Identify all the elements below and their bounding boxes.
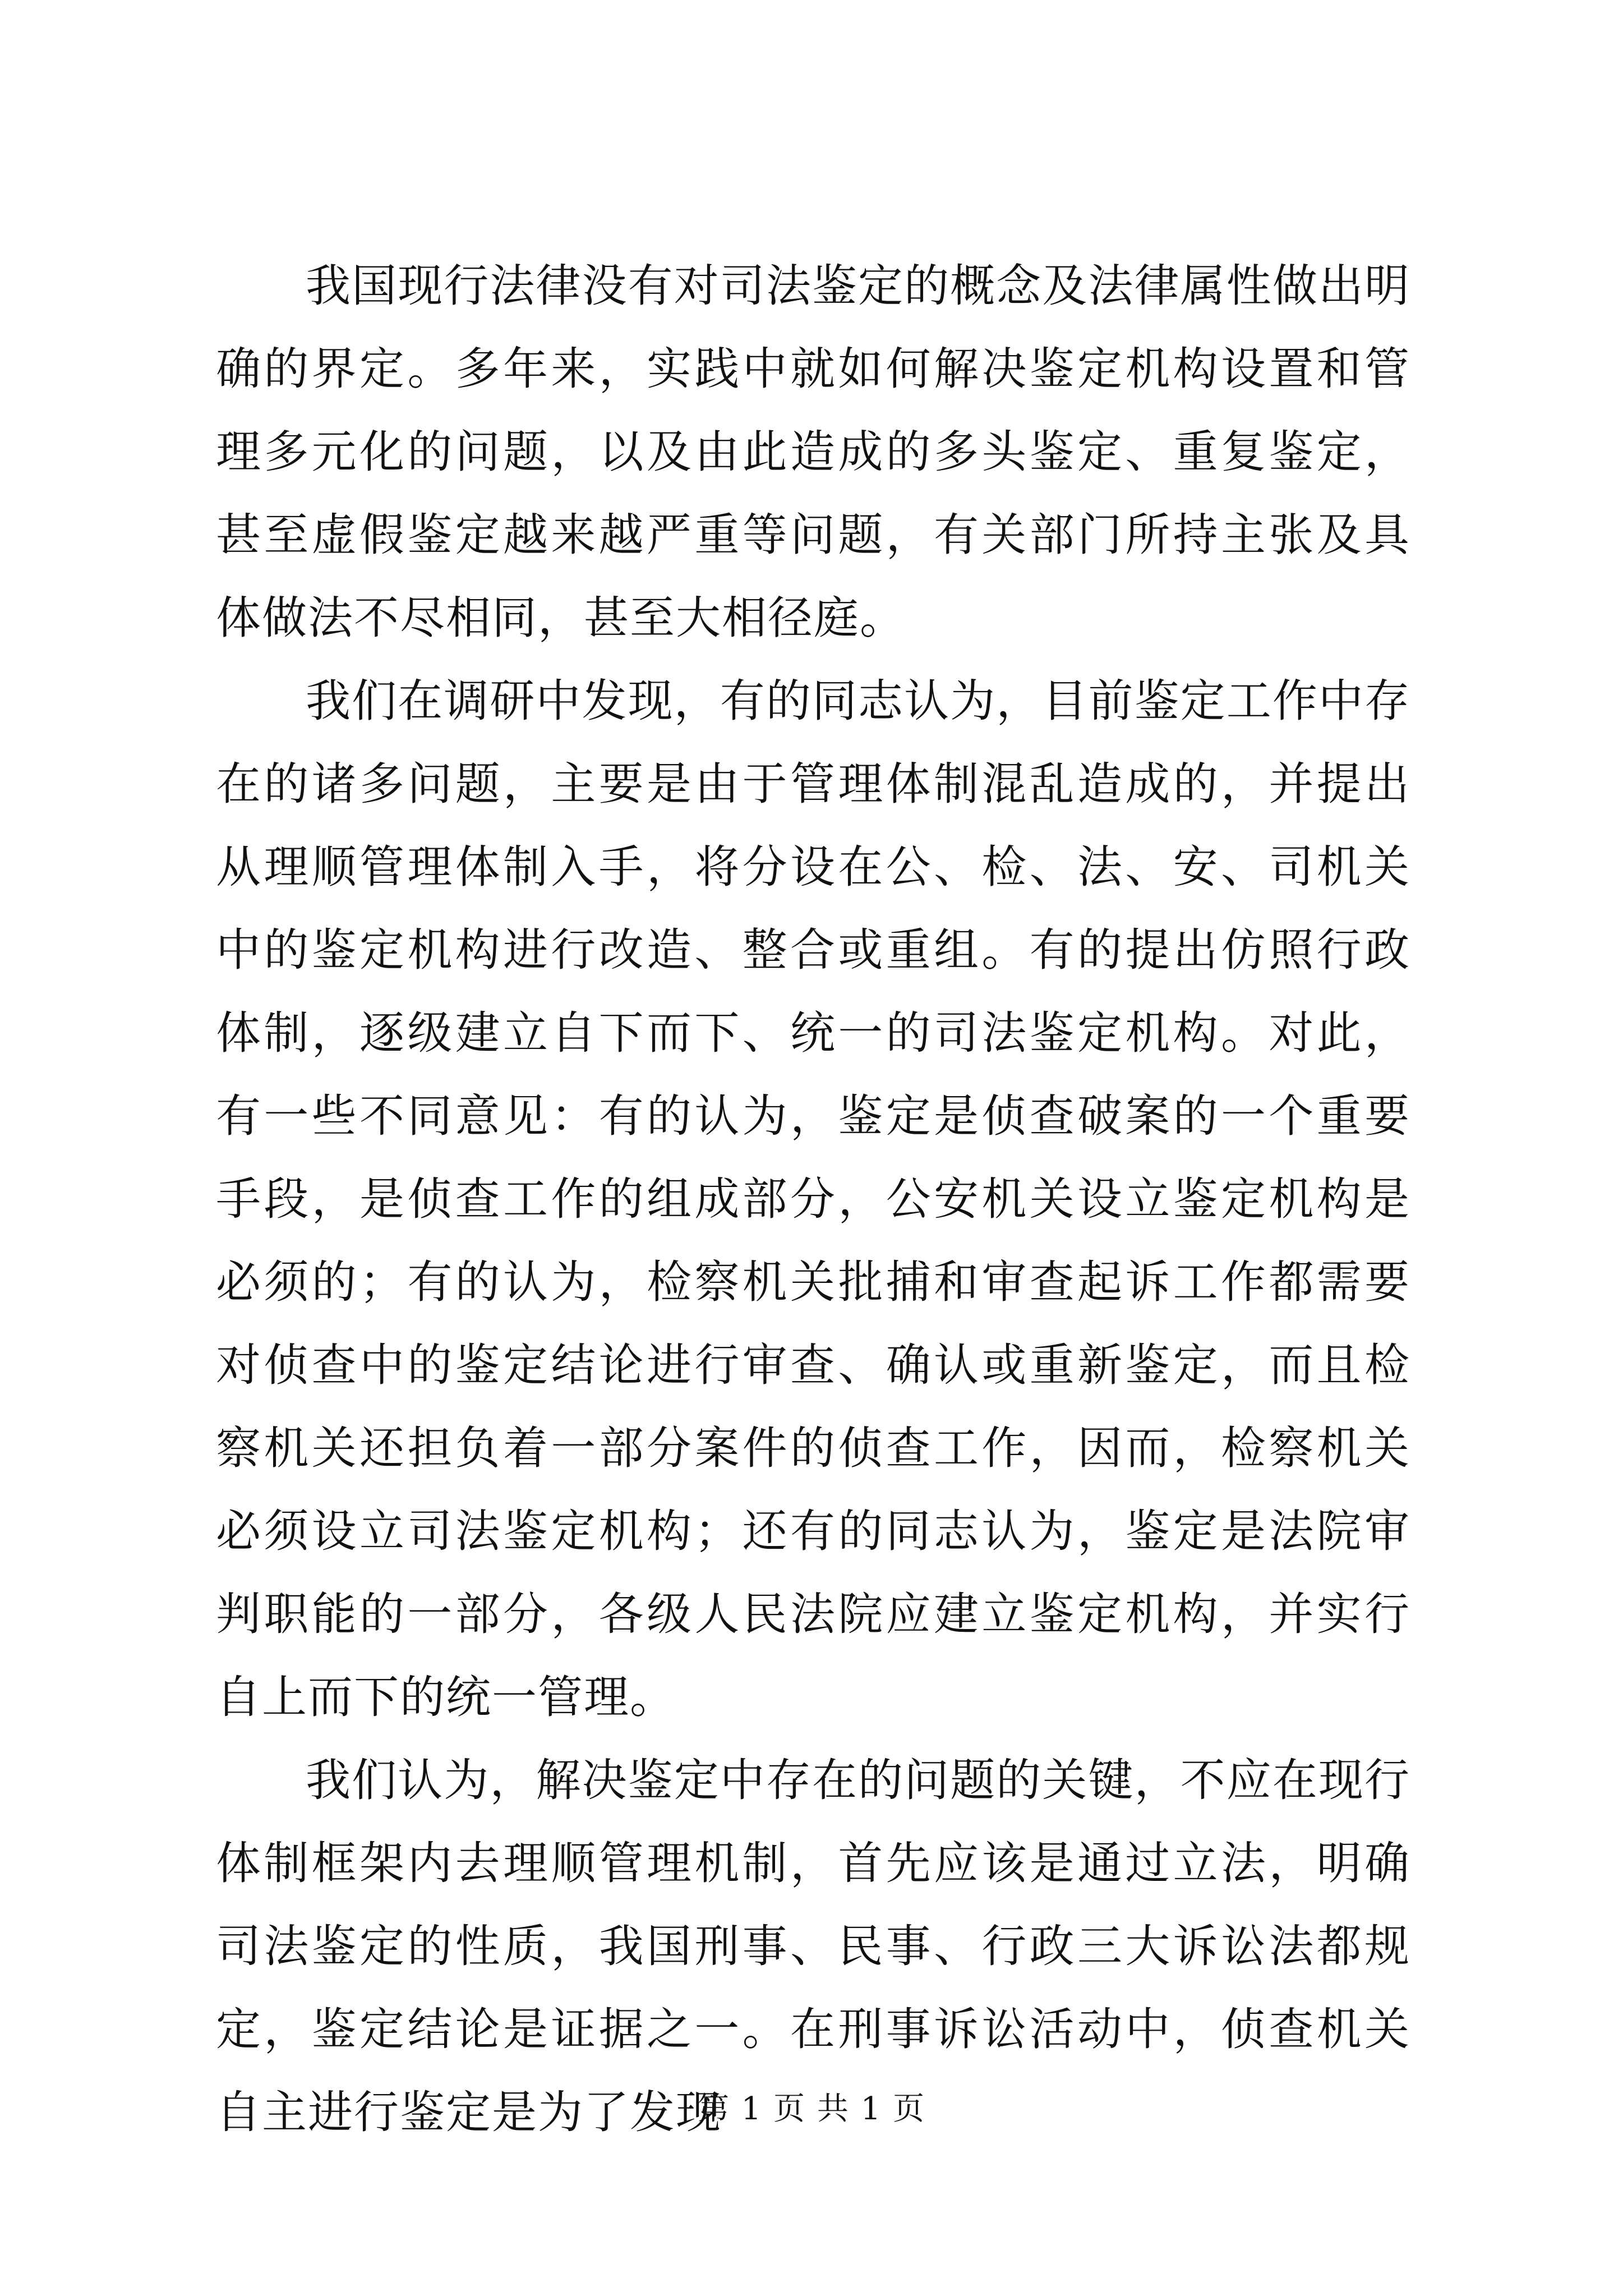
paragraph-2: 我们在调研中发现，有的同志认为，目前鉴定工作中存在的诸多问题，主要是由于管理体制混乱造成的，并提出从理顺管理体制入手，将分设在公、检、法、安、司机关中的鉴定机构进行改造、整合或重组。有的提出仿照行政体制，逐级建立自下而下、统一的司法鉴定机构。对此，有一些不同意见：有的认为，鉴定是侦查破案的一个重要手段，是侦查工作的组成部分，公安机关设立鉴定机构是必须的；有的认为，检察机关批捕和审查起诉工作都需要对侦查中的鉴定结论进行审查、确认或重新鉴定，而且检察机关还担负着一部分案件的侦查工作，因而，检察机关必须设立司法鉴定机构；还有的同志认为，鉴定是法院审判职能的一部分，各级人民法院应建立鉴定机构，并实行自上而下的统一管理。	[216, 675, 1410, 1723]
page-footer: 第 1 页 共 1 页	[697, 2091, 926, 2127]
paragraph-3: 我们认为，解决鉴定中存在的问题的关键，不应在现行体制框架内去理顺管理机制，首先应该是通过立法，明确司法鉴定的性质，我国刑事、民事、行政三大诉讼法都规定，鉴定结论是证据之一。在刑事诉讼活动中，侦查机关自主进行鉴定是为了发现	[216, 1754, 1410, 2138]
paragraph-1: 我国现行法律没有对司法鉴定的概念及法律属性做出明确的界定。多年来，实践中就如何解决鉴定机构设置和管理多元化的问题，以及由此造成的多头鉴定、重复鉴定，甚至虚假鉴定越来越严重等问题，有关部门所持主张及具体做法不尽相同，甚至大相径庭。	[216, 260, 1410, 644]
document-body	[216, 245, 1410, 2154]
